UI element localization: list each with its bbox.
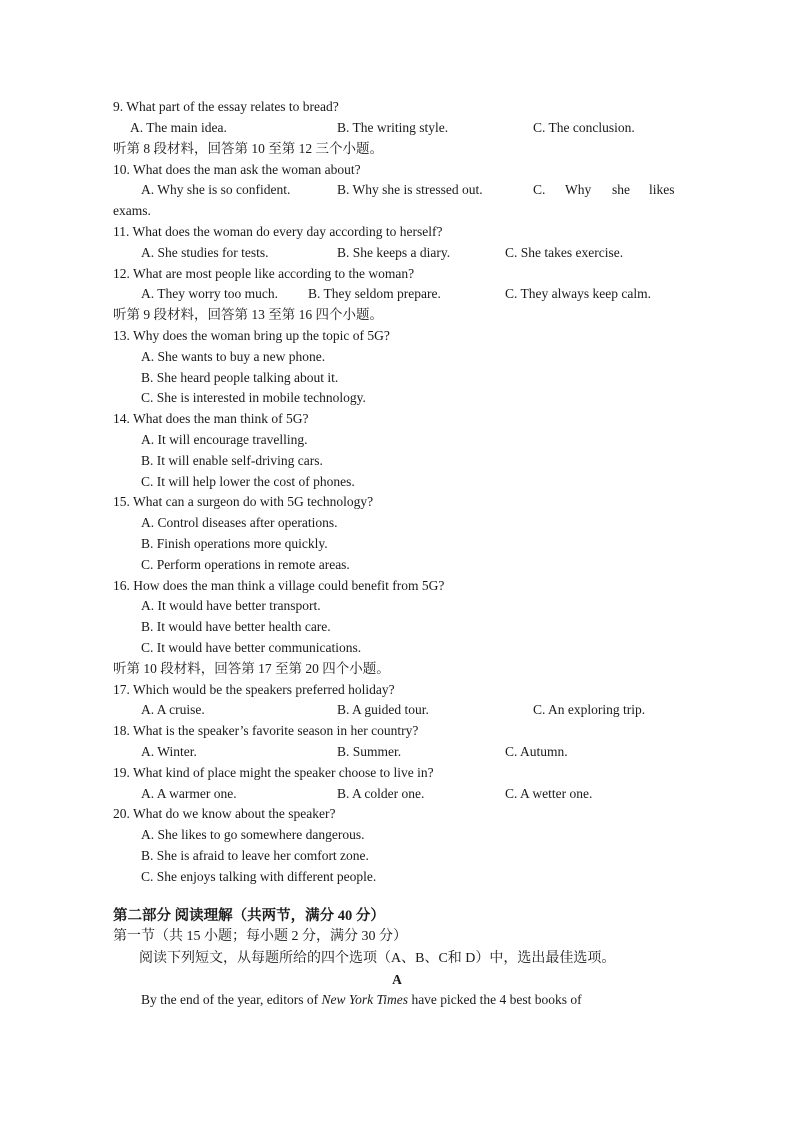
question-9: 9. What part of the essay relates to bread? <box>113 99 339 114</box>
q16-option-a: A. It would have better transport. <box>141 598 321 613</box>
q9-option-b: B. The writing style. <box>337 120 449 135</box>
q10-option-c-continuation: exams. <box>113 203 151 218</box>
q17-option-c: C. An exploring trip. <box>533 702 646 717</box>
q17-option-b: B. A guided tour. <box>337 702 429 717</box>
question-10: 10. What does the man ask the woman about? <box>113 162 361 177</box>
q15-option-a: A. Control diseases after operations. <box>141 515 338 530</box>
q16-option-b: B. It would have better health care. <box>141 619 331 634</box>
q15-option-b: B. Finish operations more quickly. <box>141 536 328 551</box>
reading-instruction: 阅读下列短文，从每题所给的四个选项（A、B、C和 D）中，选出最佳选项。 <box>139 951 616 966</box>
q20-option-a: A. She likes to go somewhere dangerous. <box>141 827 365 842</box>
q11-option-b: B. She keeps a diary. <box>337 245 451 260</box>
q18-option-a: A. Winter. <box>141 744 197 759</box>
q10-option-b: B. Why she is stressed out. <box>337 182 483 197</box>
section-10-heading: 听第 10 段材料，回答第 17 至第 20 四个小题。 <box>113 661 390 676</box>
passage-newspaper-title: New York Times <box>321 992 409 1007</box>
passage-text-start: By the end of the year, editors of <box>141 992 322 1007</box>
question-12: 12. What are most people like according to the woman? <box>113 266 415 281</box>
q19-option-b: B. A colder one. <box>337 786 425 801</box>
q18-option-b: B. Summer. <box>337 744 402 759</box>
q10-option-c-word1: Why <box>565 182 592 197</box>
question-17: 17. Which would be the speakers preferred holiday? <box>113 682 395 697</box>
q11-option-c: C. She takes exercise. <box>505 245 624 260</box>
q13-option-b: B. She heard people talking about it. <box>141 370 339 385</box>
passage-first-line <box>141 990 582 1010</box>
q12-option-a: A. They worry too much. <box>141 286 278 301</box>
q13-option-c: C. She is interested in mobile technology. <box>141 390 366 405</box>
q10-option-a: A. Why she is so confident. <box>141 182 291 197</box>
q12-option-b: B. They seldom prepare. <box>308 286 441 301</box>
q9-option-a: A. The main idea. <box>130 120 227 135</box>
question-11: 11. What does the woman do every day according to herself? <box>113 224 443 239</box>
question-20: 20. What do we know about the speaker? <box>113 806 336 821</box>
q18-option-c: C. Autumn. <box>505 744 568 759</box>
passage-text-end: have picked the 4 best books of <box>408 992 582 1007</box>
q9-option-c: C. The conclusion. <box>533 120 635 135</box>
q14-option-a: A. It will encourage travelling. <box>141 432 308 447</box>
q17-option-a: A. A cruise. <box>141 702 205 717</box>
question-14: 14. What does the man think of 5G? <box>113 411 309 426</box>
section-1-title: 第一节（共 15 小题；每小题 2 分，满分 30 分） <box>113 929 407 944</box>
q14-option-c: C. It will help lower the cost of phones. <box>141 474 355 489</box>
q10-option-c-word3: likes <box>649 182 675 197</box>
question-16: 16. How does the man think a village could benefit from 5G? <box>113 578 445 593</box>
question-13: 13. Why does the woman bring up the topic of 5G? <box>113 328 390 343</box>
q10-option-c-word2: she <box>612 182 630 197</box>
question-15: 15. What can a surgeon do with 5G technology? <box>113 494 374 509</box>
q13-option-a: A. She wants to buy a new phone. <box>141 349 326 364</box>
q12-option-c: C. They always keep calm. <box>505 286 651 301</box>
q11-option-a: A. She studies for tests. <box>141 245 269 260</box>
section-8-heading: 听第 8 段材料，回答第 10 至第 12 三个小题。 <box>113 141 383 156</box>
q14-option-b: B. It will enable self-driving cars. <box>141 453 323 468</box>
passage-label: A <box>392 972 402 987</box>
section-9-heading: 听第 9 段材料，回答第 13 至第 16 四个小题。 <box>113 307 383 322</box>
q15-option-c: C. Perform operations in remote areas. <box>141 557 350 572</box>
part-2-title: 第二部分 阅读理解（共两节，满分 40 分） <box>113 908 385 924</box>
q19-option-c: C. A wetter one. <box>505 786 593 801</box>
q10-option-c-letter: C. <box>533 182 546 197</box>
q19-option-a: A. A warmer one. <box>141 786 237 801</box>
q20-option-b: B. She is afraid to leave her comfort zone. <box>141 848 369 863</box>
question-19: 19. What kind of place might the speaker choose to live in? <box>113 765 434 780</box>
q20-option-c: C. She enjoys talking with different people. <box>141 869 377 884</box>
q16-option-c: C. It would have better communications. <box>141 640 362 655</box>
question-18: 18. What is the speaker’s favorite season in her country? <box>113 723 419 738</box>
